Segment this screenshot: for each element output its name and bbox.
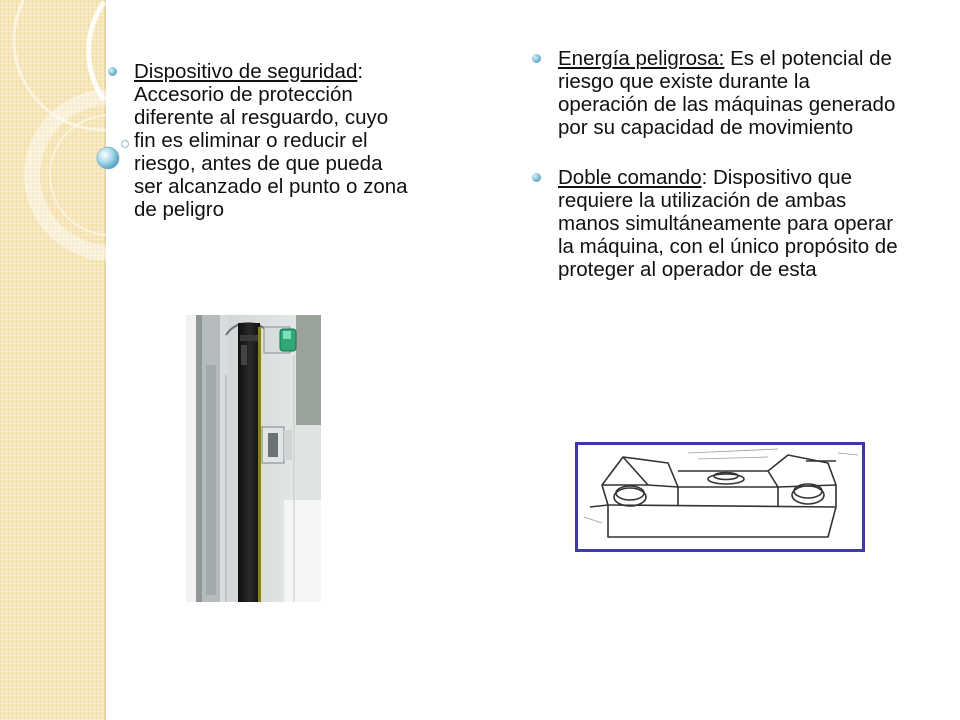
definition-term: Dispositivo de seguridad xyxy=(134,60,358,83)
right-column-text xyxy=(532,47,902,281)
definition-term: Energía peligrosa: xyxy=(558,47,725,70)
definition-energia-peligrosa xyxy=(532,47,902,139)
definition-doble-comando xyxy=(532,166,902,281)
definition-text: Es el potencial de riesgo que existe durante la operación de las máquinas generado por su capacidad de movimiento xyxy=(558,47,896,139)
bullet-icon xyxy=(532,173,541,182)
definition-text: : Dispositivo que requiere la utilización de ambas manos simultáneamente para operar la máquina, con el único propósito de proteger al operador de esta xyxy=(558,166,898,281)
definition-text: : Accesorio de protección diferente al resguardo, cuyo fin es eliminar o reducir el riesgo, antes de que pueda ser alcanzado el punto o zona de peligro xyxy=(134,60,408,221)
decorative-sidebar xyxy=(0,0,106,720)
bullet-icon xyxy=(108,67,117,76)
definition-term: Doble comando xyxy=(558,166,702,189)
definition-dispositivo-de-seguridad xyxy=(108,60,408,221)
two-hand-control-drawing xyxy=(575,442,865,552)
left-column-text xyxy=(108,60,408,221)
bullet-icon xyxy=(532,54,541,63)
safety-light-curtain-photo xyxy=(186,315,321,602)
